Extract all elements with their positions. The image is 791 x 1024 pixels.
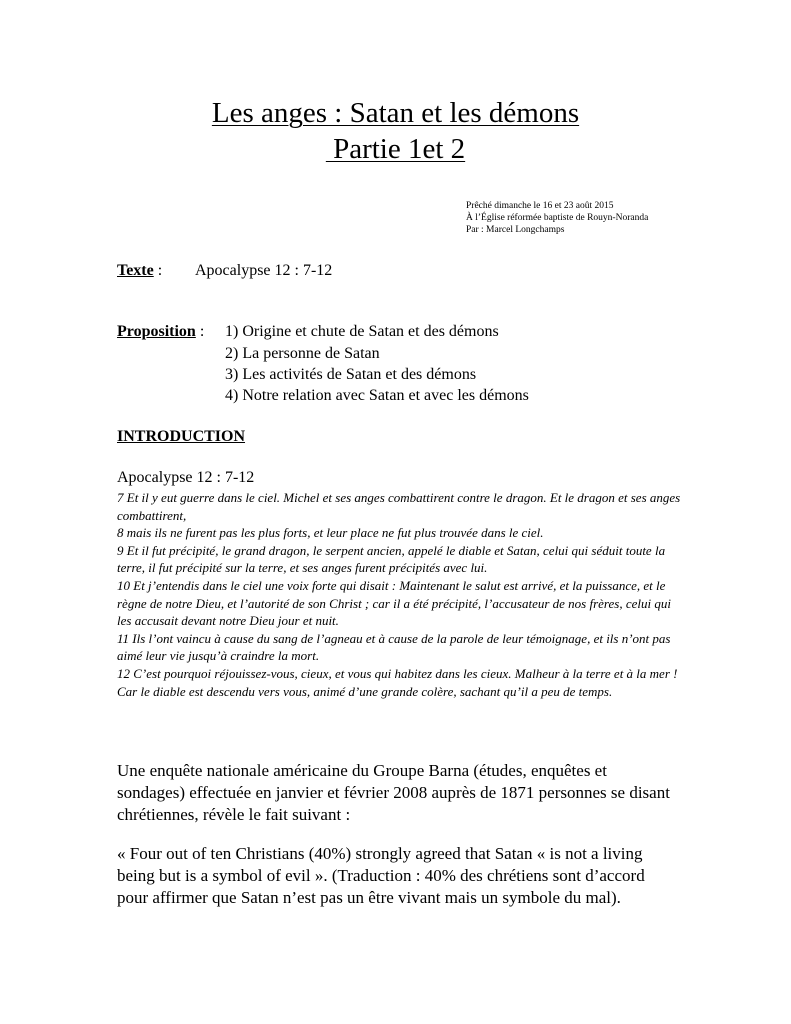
verse-11: 11 Ils l’ont vaincu à cause du sang de l’agneau et à cause de la parole de leur témoignage, et ils n’ont pas aimé leur vie jusqu’à craindre la mort. (117, 630, 671, 664)
proposition-item-3: 3) Les activités de Satan et des démons (225, 366, 477, 383)
quote-paragraph: « Four out of ten Christians (40%) strongly agreed that Satan « is not a living being but is a symbol of evil ». (Traduction : 40% des chrétiens sont d’accord pour affirmer que Satan n’est pas un être vivant mais un symbole du mal). (117, 844, 645, 907)
texte-label: Texte (117, 262, 154, 279)
verse-8: 8 mais ils ne furent pas les plus forts, et leur place ne fut plus trouvée dans le ciel. (117, 525, 544, 541)
proposition-label: Proposition (117, 323, 196, 340)
barna-survey-paragraph: Une enquête nationale américaine du Groupe Barna (études, enquêtes et sondages) effectuée en janvier et février 2008 auprès de 1871 personnes se disant chrétiennes, révèle le fait suivant : (117, 761, 670, 824)
verse-7: 7 Et il y eut guerre dans le ciel. Michel et ses anges combattirent contre le dragon. Et le dragon et ses anges combattirent, (117, 490, 681, 523)
document-title-line1: Les anges : Satan et les démons (211, 97, 580, 129)
texte-row (117, 261, 162, 281)
document-title-line2: Partie 1et 2 (325, 133, 466, 165)
meta-author: Par : Marcel Longchamps (466, 225, 565, 235)
introduction-heading: INTRODUCTION (117, 428, 246, 445)
proposition-item-4: 4) Notre relation avec Satan et avec les démons (225, 387, 529, 404)
proposition-item-2: 2) La personne de Satan (225, 345, 380, 362)
texte-separator: : (153, 262, 163, 279)
proposition-row (117, 322, 204, 342)
verse-10: 10 Et j’entendis dans le ciel une voix forte qui disait : Maintenant le salut est arrivé, et la puissance, et le règne de notre Dieu, et l’autorité de son Christ ; car il a été précipité, l’accusateur de nos frères, celui qui les accusait devant notre Dieu jour et nuit. (117, 577, 671, 629)
scripture-reference: Apocalypse 12 : 7-12 (117, 469, 255, 486)
scripture-verses (117, 489, 682, 700)
proposition-separator: : (195, 323, 205, 340)
proposition-item-1: 1) Origine et chute de Satan et des démons (225, 323, 499, 340)
verse-12: 12 C’est pourquoi réjouissez-vous, cieux, et vous qui habitez dans les cieux. Malheur à la terre et à la mer ! Car le diable est descendu vers vous, animé d’une grande colère, sachant qu’il a peu de temps. (117, 665, 678, 699)
meta-date: Prêché dimanche le 16 et 23 août 2015 (466, 201, 614, 211)
texte-value: Apocalypse 12 : 7-12 (195, 262, 333, 279)
verse-9: 9 Et il fut précipité, le grand dragon, le serpent ancien, appelé le diable et Satan, celui qui séduit toute la terre, il fut précipité sur la terre, et ses anges furent précipités avec lui. (117, 542, 666, 576)
meta-church: À l’Église réformée baptiste de Rouyn-Noranda (466, 213, 649, 223)
sermon-metadata (466, 200, 648, 236)
